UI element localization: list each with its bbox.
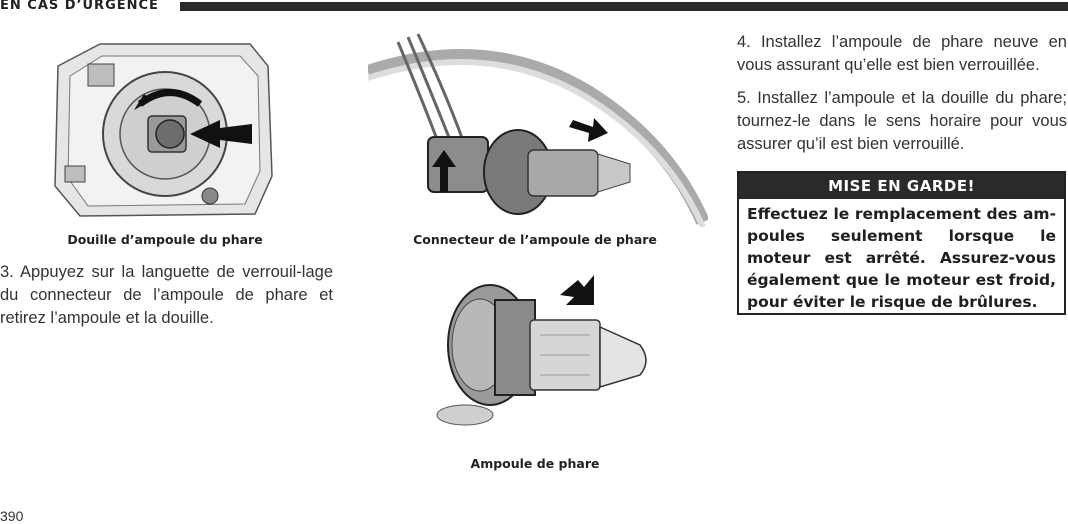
figure-bulb <box>380 275 700 450</box>
warning-box <box>737 171 1066 315</box>
caption-connector: Connecteur de l’ampoule de phare <box>413 232 657 247</box>
figure-connector <box>368 32 708 227</box>
caption-bulb: Ampoule de phare <box>470 456 600 471</box>
header-rule <box>180 2 1068 11</box>
warning-title: MISE EN GARDE! <box>739 173 1064 199</box>
caption-socket: Douille d’ampoule du phare <box>67 232 263 247</box>
bulb-illustration <box>380 275 700 450</box>
step-5: 5. Installez l’ampoule et la douille du phare; tournez-le dans le sens horaire pour vous assurer qu’il est bien verrouillé. <box>737 89 1067 153</box>
page-header <box>0 0 1068 16</box>
headlamp-socket-illustration <box>40 26 290 226</box>
right-column-text <box>737 31 1067 166</box>
step-3-text <box>0 261 333 340</box>
section-title: EN CAS D’URGENCE <box>0 0 167 15</box>
page-number: 390 <box>0 508 24 524</box>
connector-illustration <box>368 32 708 227</box>
step-3: 3. Appuyez sur la languette de verrouil-lage du connecteur de l’ampoule de phare et retirez l’ampoule et la douille. <box>0 263 333 327</box>
figure-socket <box>40 26 290 226</box>
warning-text: Effectuez le remplacement des am-poules seulement lorsque le moteur est arrêté. Assurez-vous également que le moteur est froid, pour éviter le risque de brûlures. <box>747 205 1056 311</box>
step-4: 4. Installez l’ampoule de phare neuve en vous assurant qu’elle est bien verrouillée. <box>737 33 1067 74</box>
